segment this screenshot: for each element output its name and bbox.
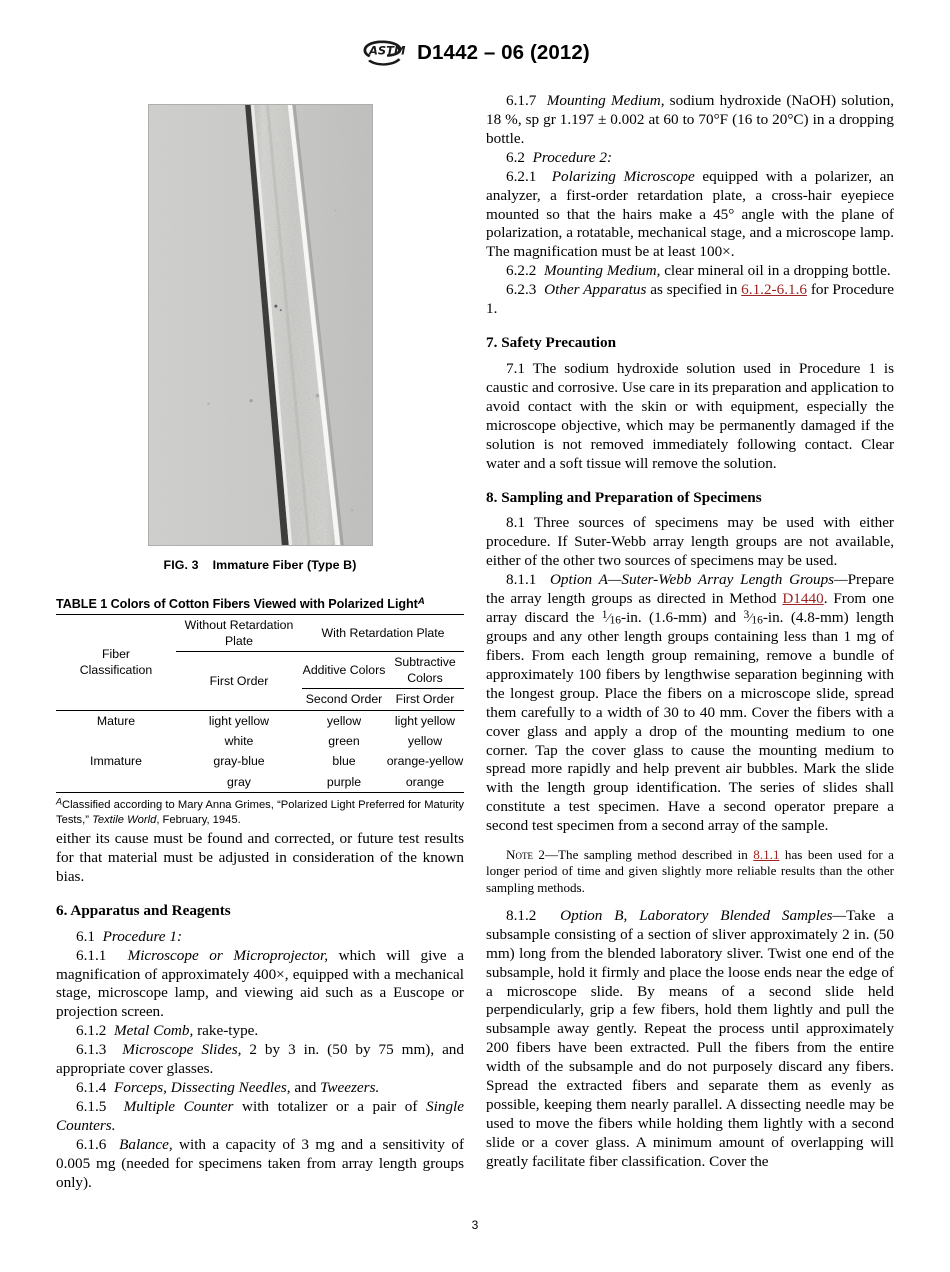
clause-number-8-1-2: 8.1.2 xyxy=(506,906,537,924)
cross-reference-d1440[interactable]: D1440 xyxy=(782,590,824,608)
heading-section-6: 6. Apparatus and Reagents xyxy=(56,901,231,919)
paragraph-7-1 xyxy=(486,360,894,474)
clause-body-6-1-2: rake-type. xyxy=(193,1022,259,1040)
clause-number-8-1-1: 8.1.1 xyxy=(506,571,537,589)
paragraph-6-1-6 xyxy=(56,1136,464,1193)
clause-body-6-1-3: 2 by 3 in. (50 by 75 mm), and appropriate cover glasses. xyxy=(56,1041,464,1078)
clause-body-6-1-4: and xyxy=(290,1079,321,1097)
clause-title-6-2: Procedure 2: xyxy=(532,148,613,166)
table-1 xyxy=(56,597,464,828)
fraction-2-slash: ⁄ xyxy=(749,611,752,626)
header-subtractive-line1: Subtractive xyxy=(394,654,456,669)
header-second-order: Second Order xyxy=(305,692,383,707)
clause-body-8-1-1-d: -in. (4.8-mm) length groups and any other length groups containing less than 1 mg of fibers. From each length group remaining, remove a bundle of approximately 100 fibers by lengthwise separation beginning with the longest group. Place the fibers on a microscope slide, spread them carefully to a width of 30 to 40 mm. Cover the fibers with a cover glass and apply a drop of the mounting medium to one corner. Tap the cover glass to cause the mounting medium to spread more rapidly and help prevent air bubbles. Mark the slide with the length group identification. The series of slides shall constitute a test specimen. Have a second operator prepare a second test specimen from a second array of the sample. xyxy=(486,609,894,835)
cell-additive: purple xyxy=(326,774,362,789)
table-row xyxy=(56,731,464,751)
clause-number-8-1: 8.1 xyxy=(506,514,525,532)
clause-title-6-2-1: Polarizing Microscope xyxy=(551,167,695,185)
cell-subtractive: orange xyxy=(405,774,445,789)
table-header-group-row xyxy=(56,615,464,652)
clause-number-6-1-2: 6.1.2 xyxy=(76,1022,107,1040)
figure-caption-text: Immature Fiber (Type B) xyxy=(212,558,357,572)
figure-3-image xyxy=(148,104,373,546)
clause-body-6-1-6: with a capacity of 3 mg and a sensitivity of 0.005 mg (needed for specimens taken from array length groups only). xyxy=(56,1135,464,1191)
clause-title-6-2-2: Mounting Medium, xyxy=(543,262,661,280)
cell-first-order: light yellow xyxy=(208,713,270,728)
clause-title-8-1-1: Option A—Suter-Webb Array Length Groups— xyxy=(549,571,848,589)
table-1-title-text: TABLE 1 Colors of Cotton Fibers Viewed with Polarized Light xyxy=(56,597,418,611)
header-without-retardation-plate: Without Retardation Plate xyxy=(176,615,302,652)
table-1-footnote-marker: A xyxy=(56,796,62,807)
figure-3 xyxy=(56,104,464,572)
cell-subtractive: yellow xyxy=(407,734,443,749)
clause-title-6-1-4-a: Forceps, Dissecting Needles, xyxy=(113,1079,291,1097)
page-number: 3 xyxy=(471,1218,479,1232)
paragraph-6-1-7 xyxy=(486,92,894,149)
clause-body-8-1-1-c: -in. (1.6-mm) and xyxy=(621,609,744,627)
paragraph-6-1-5 xyxy=(56,1098,464,1136)
fraction-1-numerator: 1 xyxy=(601,609,608,622)
clause-title-6-1-6: Balance, xyxy=(119,1135,173,1153)
header-first-order-with: First Order xyxy=(395,692,455,707)
cell-classification: Mature xyxy=(96,713,136,728)
clause-body-6-2-3-b: for Procedure 1. xyxy=(486,281,894,318)
paragraph-6-1-3 xyxy=(56,1041,464,1079)
table-1-title xyxy=(56,597,464,611)
clause-title-6-1-4-b: Tweezers. xyxy=(320,1079,380,1097)
clause-number-7-1: 7.1 xyxy=(506,359,525,377)
clause-title-8-1-2: Option B, Laboratory Blended Samples— xyxy=(560,906,847,924)
clause-body-8-1-1-b: . From one array discard the xyxy=(486,590,894,627)
cell-first-order: gray-blue xyxy=(213,754,265,769)
figure-number: FIG. 3 xyxy=(163,558,199,572)
left-column-lower-text xyxy=(56,830,464,1193)
heading-section-7: 7. Safety Precaution xyxy=(486,334,617,352)
cell-classification xyxy=(56,731,176,751)
paragraph-8-1-2 xyxy=(486,907,894,1172)
clause-title-6-1: Procedure 1: xyxy=(102,927,183,945)
fraction-2-numerator: 3 xyxy=(743,609,750,622)
document-designation: D1442 – 06 (2012) xyxy=(417,41,590,64)
table-1-footnote-source: Textile World xyxy=(92,813,157,826)
cell-classification xyxy=(56,772,176,793)
paragraph-8-1-1 xyxy=(486,571,894,836)
clause-number-6-2-1: 6.2.1 xyxy=(506,167,537,185)
paragraph-8-1 xyxy=(486,514,894,571)
cell-additive: blue xyxy=(332,754,356,769)
clause-body-6-1-5: with totalizer or a pair of xyxy=(233,1097,427,1115)
clause-body-6-2-3-a: as specified in xyxy=(646,281,742,299)
table-row xyxy=(56,710,464,731)
header-fiber-classification xyxy=(56,615,176,711)
paragraph-6-1-2 xyxy=(56,1022,464,1041)
paragraph-6-2-2 xyxy=(486,262,894,281)
table-1-footnote-part2: , February, 1945. xyxy=(156,813,241,826)
paragraph-6-2-3 xyxy=(486,281,894,319)
clause-number-6-1-4: 6.1.4 xyxy=(76,1079,107,1097)
clause-title-6-1-2: Metal Comb, xyxy=(113,1022,194,1040)
paragraph-6-2-1 xyxy=(486,168,894,263)
clause-number-6-2-3: 6.2.3 xyxy=(506,281,537,299)
clause-title-6-1-1: Microscope or Microprojector, xyxy=(127,946,329,964)
table-1-grid xyxy=(56,614,464,793)
fraction-2-denominator: 16 xyxy=(751,614,763,627)
note-2 xyxy=(486,847,894,896)
cell-additive: green xyxy=(328,734,360,749)
header-fiber-classification-line2: Classification xyxy=(79,663,153,678)
svg-text:ASTM: ASTM xyxy=(369,43,406,58)
fraction-three-sixteenths xyxy=(744,611,763,625)
paragraph-6-1 xyxy=(56,928,464,947)
cell-classification: Immature xyxy=(90,754,142,769)
cell-additive: yellow xyxy=(326,713,362,728)
clause-number-6-1-3: 6.1.3 xyxy=(76,1041,107,1059)
figure-3-caption xyxy=(56,558,464,572)
clause-number-6-1-7: 6.1.7 xyxy=(506,92,537,109)
cell-first-order: white xyxy=(224,734,254,749)
clause-body-6-1-7: sodium hydroxide (NaOH) solution, 18 %, sp gr 1.197 ± 0.002 at 60 to 70°F (16 to 20°C) in a dropping bottle. xyxy=(486,92,895,147)
clause-title-6-2-3: Other Apparatus xyxy=(544,281,647,299)
header-with-retardation-plate: With Retardation Plate xyxy=(302,615,464,652)
table-row xyxy=(56,772,464,793)
table-1-title-footnote-marker: A xyxy=(417,595,425,607)
cross-reference-8-1-1[interactable]: 8.1.1 xyxy=(753,847,780,863)
paragraph-6-1-1 xyxy=(56,947,464,1023)
clause-number-6-1-5: 6.1.5 xyxy=(76,1097,107,1115)
note-2-text-a: The sampling method described in xyxy=(558,847,754,863)
paragraph-6-1-4 xyxy=(56,1079,464,1098)
astm-logo-icon xyxy=(360,38,406,68)
clause-title-6-1-3: Microscope Slides, xyxy=(122,1041,242,1059)
paragraph-bias-continuation: either its cause must be found and corrected, or future test results for that material must be adjusted in consideration of the known bias. xyxy=(56,830,464,885)
clause-body-6-2-2: clear mineral oil in a dropping bottle. xyxy=(660,262,891,280)
heading-section-8: 8. Sampling and Preparation of Specimens xyxy=(486,488,762,506)
note-2-text-b: has been used for a longer period of time and given slightly more reliable results than the other sampling methods. xyxy=(486,847,894,895)
clause-body-8-1: Three sources of specimens may be used with either procedure. If Suter-Webb array length groups are not available, either of the other two sources of specimens may be used. xyxy=(486,514,894,570)
cross-reference-6-1-2-6-1-6[interactable]: 6.1.2-6.1.6 xyxy=(741,281,807,299)
clause-body-8-1-2: Take a subsample consisting of a section of sliver approximately 2 in. (50 mm) long from the blended laboratory sliver. Twist one end of the subsample, hold it firmly and place the loose ends near the edge of a microscope slide. By means of a second slide held perpendicularly, grip a few fibers, hold them lightly and pull the subsample away gently. Repeat the process until approximately 200 fibers have been extracted. Pull the fibers from the entire width of the subsample and do not purposely discard any fibers. Spread the extracted fibers and separate them as evenly as possible, keeping them nearly parallel. A dissecting needle may be used to move the fibers while holding them lightly with a second slide or a cover glass. A minimum amount of overlapping will greatly facilitate fiber classification. Cover the xyxy=(486,906,894,1170)
clause-body-6-2-1: equipped with a polarizer, an analyzer, a first-order retardation plate, a cross-hair eyepiece mounted so that the hairs make a 45° angle with the plane of polarization, a rotatable, mechanical stage, and a microscope lamp. The magnification must be at least 100×. xyxy=(486,167,895,261)
header-additive-colors: Additive Colors xyxy=(302,651,386,689)
fraction-1-slash: ⁄ xyxy=(607,611,610,626)
right-column xyxy=(486,92,894,1172)
paragraph-6-2 xyxy=(486,149,894,168)
clause-body-7-1: The sodium hydroxide solution used in Procedure 1 is caustic and corrosive. Use care in its preparation and application to avoid contact with the skin or with equipment, especially the microscope objective, which may be permanently damaged if the solution is not removed immediately following contact. Clear water and a soft tissue will remove the solution. xyxy=(486,359,894,472)
cell-subtractive: orange-yellow xyxy=(386,754,464,769)
clause-title-6-1-7: Mounting Medium, xyxy=(546,92,665,109)
clause-title-6-1-5-a: Multiple Counter xyxy=(123,1097,234,1115)
clause-number-6-1-6: 6.1.6 xyxy=(76,1135,107,1153)
cell-first-order: gray xyxy=(227,774,251,789)
header-subtractive-line2: Colors xyxy=(407,671,443,686)
clause-number-6-1: 6.1 xyxy=(76,927,95,945)
table-1-footnote-part1: Classified according to Mary Anna Grimes, “Polarized Light Preferred for Maturity Tests,” xyxy=(56,799,464,826)
header-first-order-without: First Order xyxy=(209,673,269,688)
clause-number-6-2-2: 6.2.2 xyxy=(506,262,537,280)
clause-title-6-1-5-b: Single Counters. xyxy=(56,1097,464,1134)
table-1-footnote xyxy=(56,798,464,828)
header-fiber-classification-line1: Fiber xyxy=(101,647,131,662)
fraction-one-sixteenth xyxy=(602,611,621,625)
clause-body-6-1-1: which will give a magnification of approximately 400×, equipped with a mechanical stage, microscope lamp, and viewing aid such as a Euscope or projection screen. xyxy=(56,946,465,1021)
cell-subtractive: light yellow xyxy=(394,713,456,728)
note-2-number: 2— xyxy=(532,847,559,863)
note-2-label: Note xyxy=(506,847,533,863)
clause-number-6-1-1: 6.1.1 xyxy=(76,946,107,964)
header-subtractive-colors xyxy=(386,651,464,689)
clause-number-6-2: 6.2 xyxy=(506,148,525,166)
table-row xyxy=(56,751,464,771)
fraction-1-denominator: 16 xyxy=(609,614,622,627)
clause-body-8-1-1-a: Prepare the array length groups as directed in Method xyxy=(486,571,894,608)
document-header xyxy=(0,38,950,68)
